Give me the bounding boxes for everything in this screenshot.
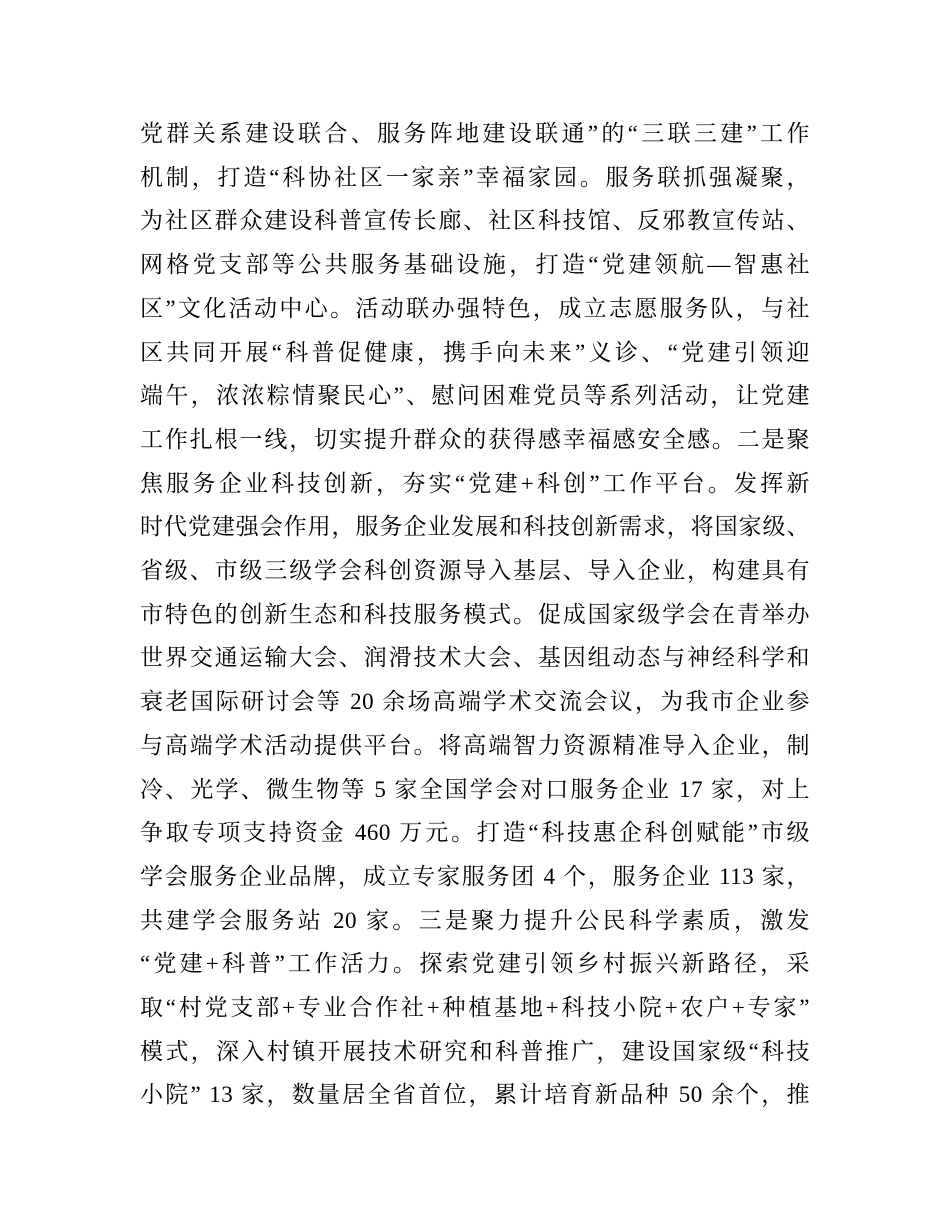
text-line: 与高端学术活动提供平台。将高端智力资源精准导入企业，制 <box>140 732 810 758</box>
text-line: 端午，浓浓粽情聚民心”、慰问困难党员等系列活动，让党建 <box>140 383 810 409</box>
text-line: 区共同开展“科普促健康，携手向未来”义诊、“党建引领迎 <box>140 339 810 365</box>
text-line: 区”文化活动中心。活动联办强特色，成立志愿服务队，与社 <box>140 295 810 321</box>
text-line: 为社区群众建设科普宣传长廊、社区科技馆、反邪教宣传站、 <box>140 208 810 234</box>
text-line: 工作扎根一线，切实提升群众的获得感幸福感安全感。二是聚 <box>140 426 810 452</box>
text-line: 共建学会服务站 20 家。三是聚力提升公民科学素质，激发 <box>140 907 810 933</box>
text-line: 小院” 13 家，数量居全省首位，累计培育新品种 50 余个，推 <box>140 1082 810 1108</box>
text-line: 争取专项支持资金 460 万元。打造“科技惠企科创赋能”市级 <box>140 820 810 846</box>
text-line: 衰老国际研讨会等 20 余场高端学术交流会议，为我市企业参 <box>140 689 810 715</box>
text-line: 焦服务企业科技创新，夯实“党建+科创”工作平台。发挥新 <box>140 470 810 496</box>
text-line: 时代党建强会作用，服务企业发展和科技创新需求，将国家级、 <box>140 514 810 540</box>
text-line: 网格党支部等公共服务基础设施，打造“党建领航—智惠社 <box>140 252 810 278</box>
text-line: 党群关系建设联合、服务阵地建设联通”的“三联三建”工作 <box>140 121 810 146</box>
text-line: 市特色的创新生态和科技服务模式。促成国家级学会在青举办 <box>140 601 810 627</box>
text-line: 机制，打造“科协社区一家亲”幸福家园。服务联抓强凝聚， <box>140 164 810 190</box>
text-line: 省级、市级三级学会科创资源导入基层、导入企业，构建具有 <box>140 558 810 584</box>
text-line: 取“村党支部+专业合作社+种植基地+科技小院+农户+专家” <box>140 995 810 1021</box>
text-line: 世界交通运输大会、润滑技术大会、基因组动态与神经科学和 <box>140 645 810 671</box>
text-line: “党建+科普”工作活力。探索党建引领乡村振兴新路径，采 <box>140 951 810 977</box>
text-line: 冷、光学、微生物等 5 家全国学会对口服务企业 17 家，对上 <box>140 776 810 802</box>
text-line: 学会服务企业品牌，成立专家服务团 4 个，服务企业 113 家， <box>140 863 810 889</box>
body-paragraph <box>140 112 810 1117</box>
text-line: 模式，深入村镇开展技术研究和科普推广，建设国家级“科技 <box>140 1038 810 1064</box>
